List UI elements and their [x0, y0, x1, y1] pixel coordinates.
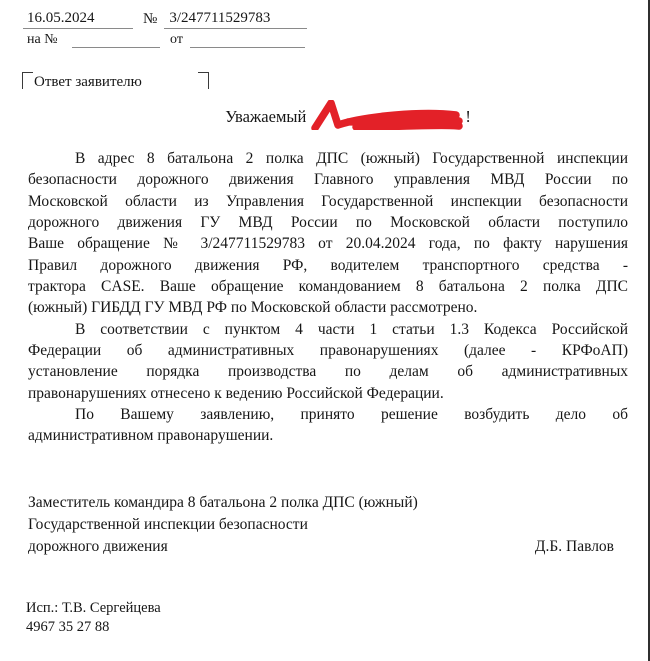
body-line: безопасности дорожного движения Главного управления МВД России по	[28, 171, 628, 189]
reply-to-blank-field	[72, 46, 160, 48]
greeting-prefix: Уважаемый	[225, 107, 307, 126]
letter-body	[28, 148, 628, 447]
body-line: Московской области из Управления Государственной инспекции безопасности	[28, 192, 628, 210]
body-line: (южный) ГИБДД ГУ МВД РФ по Московской области рассмотрено.	[28, 299, 478, 317]
header-row-incoming	[23, 31, 305, 48]
signature-name: Д.Б. Павлов	[534, 537, 614, 555]
executor-name: Исп.: Т.В. Сергейцева	[26, 600, 161, 616]
executor-phone: 4967 35 27 88	[26, 618, 110, 635]
outgoing-number-field: 3/247711529783	[164, 8, 307, 29]
from-label: от	[170, 32, 183, 47]
body-line: В соответствии с пунктом 4 части 1 статьи 1.3 Кодекса Российской	[75, 320, 628, 338]
redaction-scribble-icon	[310, 100, 465, 137]
body-line: дорожного движения ГУ МВД России по Московской области поступило	[28, 214, 628, 232]
body-line: трактора CASE. Ваше обращение командованием 8 батальона 2 полка ДПС	[28, 278, 628, 296]
header-row-outgoing	[23, 8, 307, 29]
signature-title-line: Заместитель командира 8 батальона 2 полка ДПС (южный)	[28, 494, 418, 511]
body-line: По Вашему заявлению, принято решение возбудить дело об	[75, 406, 628, 424]
executor-block	[26, 599, 161, 636]
signature-title-line: Государственной инспекции безопасности	[28, 515, 308, 533]
body-line: Ваше обращение № 3/247711529783 от 20.04.2024 года, по факту нарушения	[28, 235, 628, 253]
greeting-line	[28, 100, 628, 137]
corner-bracket-right-icon	[198, 72, 209, 89]
recipient-zone-label: Ответ заявителю	[34, 74, 142, 90]
number-sign: №	[143, 11, 158, 27]
reply-to-label: на №	[27, 32, 58, 47]
body-line: Правил дорожного движения РФ, водителем транспортного средства -	[28, 256, 628, 274]
signature-title-line: дорожного движения	[28, 537, 168, 555]
corner-bracket-left-icon	[22, 72, 33, 89]
body-line: правонарушениях отнесено к ведению Российской Федерации.	[28, 384, 444, 402]
from-blank-field	[190, 46, 305, 48]
greeting-suffix: !	[465, 107, 471, 126]
body-line: административном правонарушении.	[28, 427, 274, 445]
date-field: 16.05.2024	[23, 8, 133, 29]
body-line: Федерации об административных правонарушениях (далее - КРФоАП)	[28, 342, 628, 360]
body-line: установление порядка производства по делам об административных	[28, 363, 628, 381]
body-line: В адрес 8 батальона 2 полка ДПС (южный) Государственной инспекции	[75, 150, 628, 167]
signature-block	[28, 492, 628, 557]
